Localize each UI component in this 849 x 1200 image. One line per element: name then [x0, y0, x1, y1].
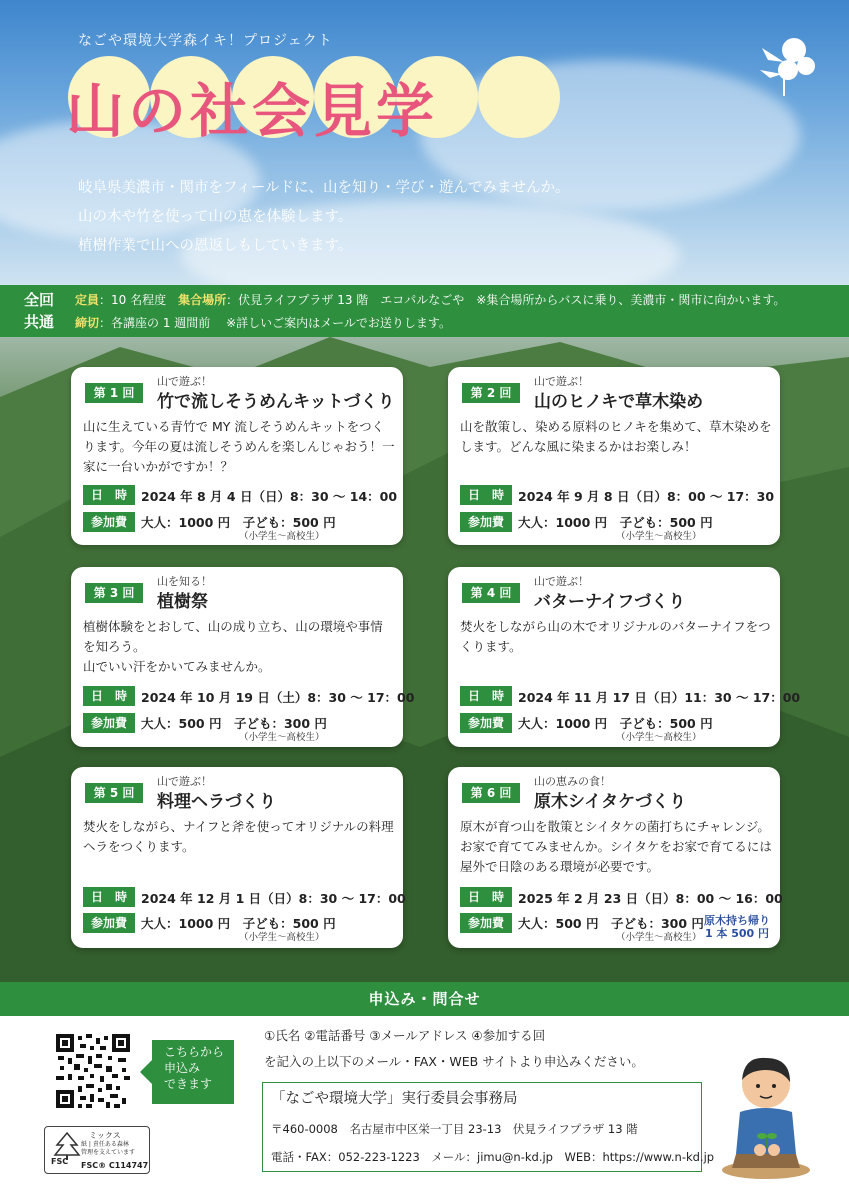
- session-card-3: [71, 567, 415, 747]
- session-title: 料理ヘラづくり: [157, 792, 276, 812]
- common-tag: [24, 289, 54, 333]
- project-subtitle: なごや環境大学森イキ！プロジェクト: [78, 33, 333, 49]
- session-category: 山の恵みの食！: [534, 775, 611, 788]
- fee-label: 参加費: [83, 713, 135, 733]
- session-description: 植樹体験をとおして、山の成り立ち、山の環境や事情を知ろう。 山でいい汗をかいてみませんか。: [83, 619, 383, 674]
- fsc-code: FSC® C114747: [81, 1161, 149, 1170]
- date-label: 日 時: [460, 485, 512, 505]
- session-number-badge: 第 4 回: [462, 583, 520, 603]
- intro-text: [78, 174, 570, 261]
- fsc-mix-label: ミックス: [89, 1131, 121, 1140]
- place-key: 集合場所: [178, 293, 227, 307]
- office-info-box: [262, 1082, 715, 1172]
- session-fee: 大人：1000 円 子ども：500 円: [518, 716, 713, 731]
- title-circle-decoration: [478, 56, 560, 138]
- common-info-line-2: [75, 314, 451, 331]
- intro-line: 植樹作業で山への恩返しもしていきます。: [78, 238, 353, 254]
- session-fee: 大人：1000 円 子ども：500 円: [141, 515, 336, 530]
- session-description: 山に生えている青竹で MY 流しそうめんキットをつくります。今年の夏は流しそうめんを楽しんじゃおう！一家に一台いかがですか！？: [83, 419, 395, 474]
- session-fee: 大人：1000 円 子ども：500 円: [518, 515, 713, 530]
- child-age-note: （小学生～高校生）: [616, 732, 702, 743]
- session-card-4: [448, 567, 801, 747]
- common-tag-line: 共通: [24, 313, 55, 331]
- apply-instructions: を記入の上以下のメール・FAX・WEB サイトより申込みください。: [264, 1054, 644, 1069]
- fsc-brand: FSC: [51, 1157, 69, 1166]
- session-date: 2024 年 9 月 8 日（日）8：00 ～ 17：30: [518, 489, 775, 504]
- capacity-value: ：10 名程度: [99, 293, 179, 307]
- leaf-flower-icon: [754, 30, 818, 100]
- session-title: 山のヒノキで草木染め: [534, 392, 704, 412]
- session-category: 山で遊ぶ！: [534, 375, 589, 388]
- session-number-badge: 第 1 回: [85, 383, 143, 403]
- fee-label: 参加費: [460, 713, 512, 733]
- deadline-key: 締切: [75, 316, 100, 330]
- session-title: 植樹祭: [157, 592, 208, 612]
- log-takeaway-price: 1 本 500 円: [704, 927, 770, 940]
- date-label: 日 時: [83, 686, 135, 706]
- date-label: 日 時: [460, 887, 512, 907]
- session-fee: 大人：1000 円 子ども：500 円: [141, 916, 336, 931]
- session-description: 焚火をしながら山の木でオリジナルのバターナイフをつくります。: [460, 619, 771, 654]
- qr-prompt-label: こちらから 申込み できます: [152, 1040, 234, 1104]
- session-card-1: [71, 367, 403, 545]
- session-number-badge: 第 5 回: [85, 783, 143, 803]
- session-description: 原木が育つ山を散策とシイタケの菌打ちにチャレンジ。お家で育ててみませんか。シイタケをお家で育てるには屋外で日陰のある環境が必要です。: [460, 819, 772, 874]
- session-date: 2024 年 8 月 4 日（日）8：30 ～ 14：00: [141, 489, 398, 504]
- common-tag-line: 全回: [24, 291, 55, 309]
- place-value: ：伏見ライフプラザ 13 階 エコパルなごや ※集合場所からバスに乗り、美濃市・関市に向かいます。: [226, 293, 786, 307]
- session-category: 山で遊ぶ！: [534, 575, 589, 588]
- child-age-note: （小学生～高校生）: [239, 932, 325, 943]
- child-age-note: （小学生～高校生）: [239, 531, 325, 542]
- page-title: 山の社会見学: [66, 77, 439, 145]
- deadline-value: ：各講座の 1 週間前 ※詳しいご案内はメールでお送りします。: [99, 316, 451, 330]
- office-address: 〒460-0008 名古屋市中区栄一丁目 23-13 伏見ライフプラザ 13 階: [271, 1122, 638, 1136]
- session-date: 2024 年 10 月 19 日（土）8：30 ～ 17：00: [141, 690, 415, 705]
- fee-label: 参加費: [460, 913, 512, 933]
- session-card-6: [448, 767, 783, 948]
- fee-label: 参加費: [83, 512, 135, 532]
- common-info-bar: [0, 285, 849, 337]
- session-date: 2024 年 11 月 17 日（日）11：30 ～ 17：00: [518, 690, 801, 705]
- office-name: 「なごや環境大学」実行委員会事務局: [271, 1091, 518, 1107]
- office-contact: 電話・FAX：052-223-1223 メール：jimu@n-kd.jp WEB：https://www.n-kd.jp: [271, 1150, 715, 1164]
- session-number-badge: 第 2 回: [462, 383, 520, 403]
- intro-line: 岐阜県美濃市・関市をフィールドに、山を知り・学び・遊んでみませんか。: [78, 180, 570, 196]
- session-fee: 大人：500 円 子ども：300 円: [518, 916, 704, 931]
- apply-required-fields: ①氏名 ②電話番号 ③メールアドレス ④参加する回: [264, 1028, 546, 1043]
- session-description: 焚火をしながら、ナイフと斧を使ってオリジナルの料理ヘラをつくります。: [83, 819, 394, 854]
- fee-label: 参加費: [83, 913, 135, 933]
- session-title: バターナイフづくり: [534, 592, 686, 612]
- session-title: 原木シイタケづくり: [534, 792, 687, 812]
- session-category: 山で遊ぶ！: [157, 375, 212, 388]
- fsc-text: 紙 | 責任ある森林 管理を支えています: [81, 1141, 136, 1156]
- apply-section-header: 申込み・問合せ: [0, 982, 849, 1016]
- fsc-certification-badge: [44, 1126, 150, 1174]
- session-number-badge: 第 6 回: [462, 783, 520, 803]
- person-planting-illustration: [720, 1050, 812, 1180]
- intro-line: 山の木や竹を使って山の恵を体験します。: [78, 209, 353, 225]
- qr-code-icon[interactable]: [56, 1034, 130, 1108]
- session-card-5: [71, 767, 406, 948]
- date-label: 日 時: [83, 887, 135, 907]
- common-info-line-1: [75, 291, 785, 308]
- session-date: 2025 年 2 月 23 日（日）8：00 ～ 16：00: [518, 891, 783, 906]
- session-fee: 大人：500 円 子ども：300 円: [141, 716, 327, 731]
- session-card-2: [448, 367, 780, 545]
- session-number-badge: 第 3 回: [85, 583, 143, 603]
- fee-label: 参加費: [460, 512, 512, 532]
- child-age-note: （小学生～高校生）: [239, 732, 325, 743]
- child-age-note: （小学生～高校生）: [616, 531, 702, 542]
- date-label: 日 時: [460, 686, 512, 706]
- log-takeaway-note: [704, 914, 770, 940]
- log-takeaway-line: 原木持ち帰り: [704, 914, 770, 927]
- child-age-note: （小学生～高校生）: [616, 932, 702, 943]
- session-category: 山で遊ぶ！: [157, 775, 212, 788]
- session-category: 山を知る！: [157, 575, 212, 588]
- date-label: 日 時: [83, 485, 135, 505]
- session-date: 2024 年 12 月 1 日（日）8：30 ～ 17：00: [141, 891, 406, 906]
- session-description: 山を散策し、染める原料のヒノキを集めて、草木染めをします。どんな風に染まるかはお楽しみ！: [460, 419, 772, 454]
- session-title: 竹で流しそうめんキットづくり: [157, 392, 395, 412]
- capacity-key: 定員: [75, 293, 100, 307]
